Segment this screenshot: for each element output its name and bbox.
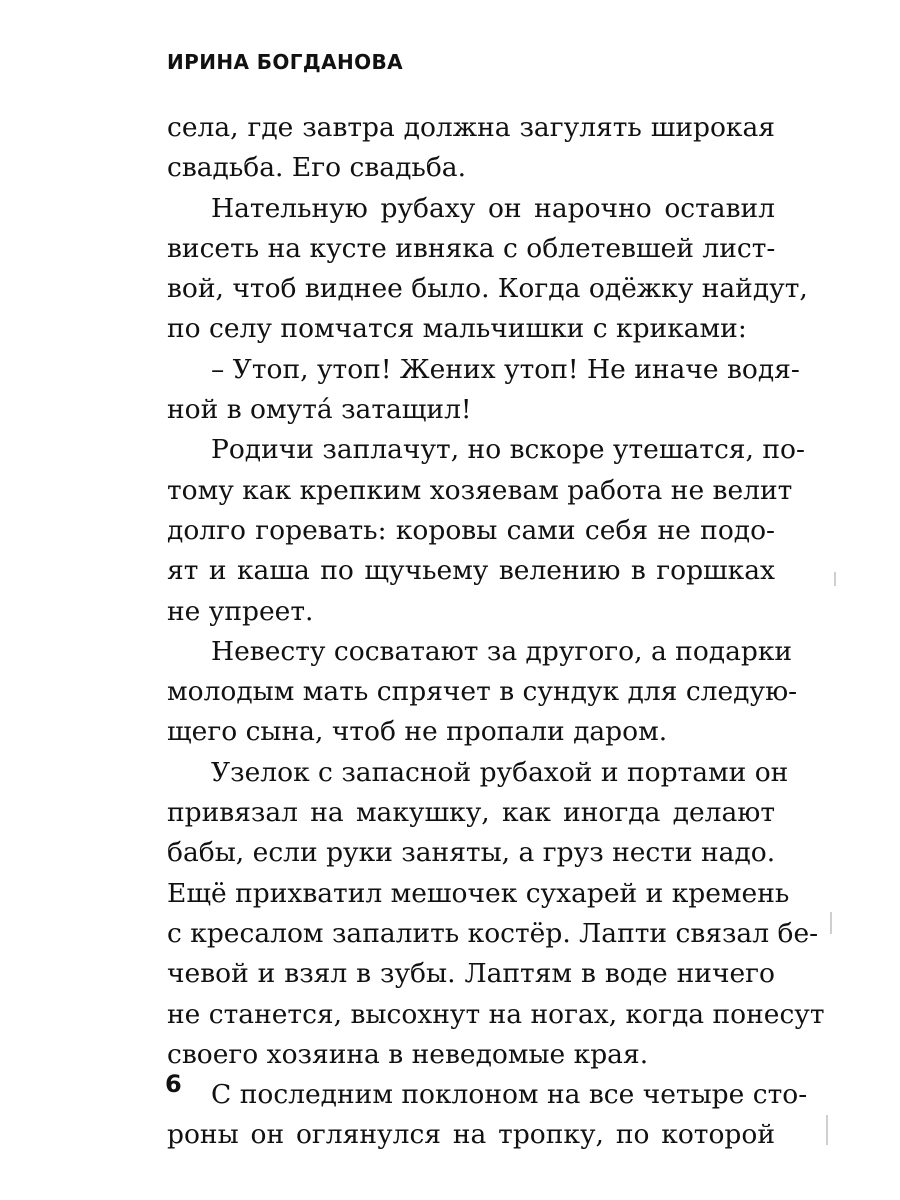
text-line: Ещё прихватил мешочек сухарей и кремень	[167, 877, 790, 909]
text-line: с кресалом запалить костёр. Лапти связал бе-	[167, 917, 819, 949]
text-line: вой, чтоб виднее было. Когда одёжку найдут,	[167, 273, 808, 305]
text-line: молодым мать спрячет в сундук для следую-	[167, 676, 798, 708]
text-line: Родичи заплачут, но вскоре утешатся, по-	[211, 434, 805, 466]
text-line: висеть на кусте ивняка с облетевшей лист-	[167, 232, 776, 264]
text-line: Узелок с запасной рубахой и портами он	[211, 756, 789, 788]
text-line: ной в омута́ затащил!	[167, 394, 472, 426]
text-line: роны он оглянулся на тропку, по которой	[167, 1119, 775, 1151]
text-line: – Утоп, утоп! Жених утоп! Не иначе водя-	[211, 353, 800, 385]
text-line: бабы, если руки заняты, а груз нести надо.	[167, 837, 776, 869]
text-line: свадьба. Его свадьба.	[167, 152, 466, 184]
scan-artifact	[830, 912, 832, 934]
text-line: села, где завтра должна загулять широкая	[167, 112, 775, 143]
text-line: щего сына, чтоб не пропали даром.	[167, 716, 668, 748]
text-line: по селу помчатся мальчишки с криками:	[167, 313, 747, 345]
text-line: привязал на макушку, как иногда делают	[167, 797, 775, 829]
body-text	[167, 108, 825, 1156]
text-line: чевой и взял в зубы. Лаптям в воде ничего	[167, 958, 775, 990]
text-line: не станется, высохнут на ногах, когда понесут	[167, 998, 825, 1030]
text-line: Нательную рубаху он нарочно оставил	[211, 192, 775, 224]
text-line: долго горевать: коровы сами себя не подо-	[167, 514, 775, 546]
text-line: ят и каша по щучьему велению в горшках	[167, 555, 775, 587]
running-head: ИРИНА БОГДАНОВА	[167, 50, 404, 74]
page-number: 6	[165, 1070, 182, 1098]
text-line: С последним поклоном на все четыре сто-	[211, 1079, 808, 1111]
text-line: Невесту сосватают за другого, а подарки	[211, 635, 793, 667]
text-line: своего хозяина в неведомые края.	[167, 1038, 649, 1070]
text-line: тому как крепким хозяевам работа не велит	[167, 474, 793, 506]
scan-artifact	[826, 1115, 828, 1145]
scan-artifact	[834, 572, 836, 586]
text-line: не упреет.	[167, 595, 314, 627]
